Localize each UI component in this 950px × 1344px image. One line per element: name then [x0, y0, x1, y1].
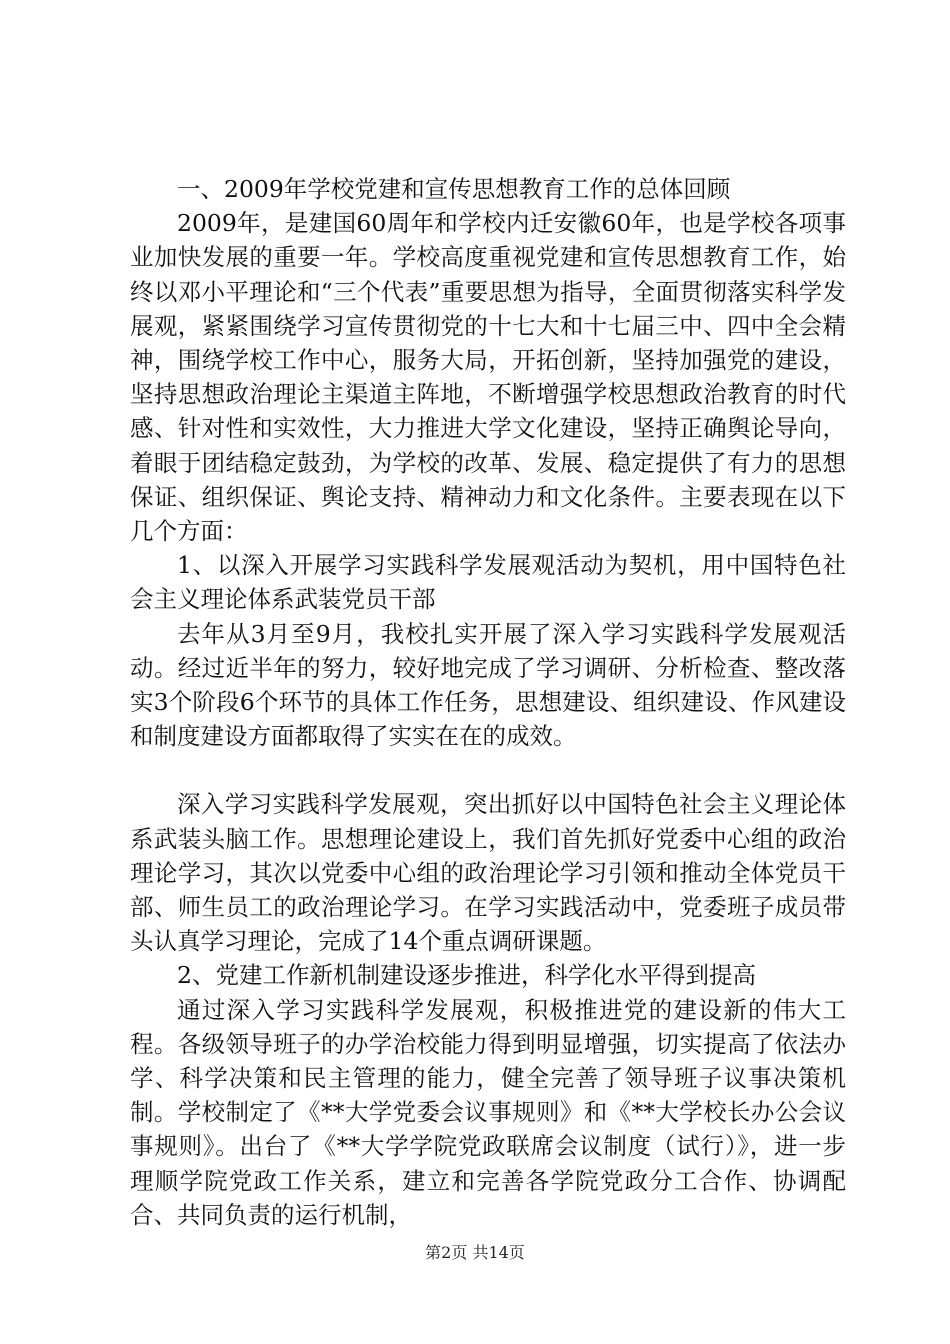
section-heading: 一、2009年学校党建和宣传思想教育工作的总体回顾	[177, 175, 731, 203]
paragraph-theory-study: 深入学习实践科学发展观，突出抓好以中国特色社会主义理论体系武装头脑工作。思想理论建设上，我们首先抓好党委中心组的政治理论学习，其次以党委中心组的政治理论学习引领和推动全体党员干部、师生员工的政治理论学习。在学习实践活动中，党委班子成员带头认真学习理论，完成了14个重点调研课题。	[130, 790, 846, 956]
document-body	[130, 172, 846, 1232]
section-1-heading: 1、以深入开展学习实践科学发展观活动为契机，用中国特色社会主义理论体系武装党员干部	[130, 551, 846, 614]
page-number-footer: 第2页 共14页	[425, 1243, 525, 1262]
paragraph-party-mechanism: 通过深入学习实践科学发展观，积极推进党的建设新的伟大工程。各级领导班子的办学治校能力得到明显增强，切实提高了依法办学、科学决策和民主管理的能力，健全完善了领导班子议事决策机制。学校制定了《**大学党委会议事规则》和《**大学校长办公会议事规则》。出台了《**大学学院党政联席会议制度（试行）》，进一步理顺学院党政工作关系，建立和完善各学院党政分工合作、协调配合、共同负责的运行机制，	[130, 995, 846, 1229]
section-2-heading: 2、党建工作新机制建设逐步推进，科学化水平得到提高	[177, 961, 756, 990]
paragraph-study-activity: 去年从3月至9月，我校扎实开展了深入学习实践科学发展观活动。经过近半年的努力，较好地完成了学习调研、分析检查、整改落实3个阶段6个环节的具体工作任务，思想建设、组织建设、作风建设和制度建设方面都取得了实实在在的成效。	[130, 619, 846, 751]
paragraph-overview: 2009年，是建国60周年和学校内迁安徽60年，也是学校各项事业加快发展的重要一年。学校高度重视党建和宣传思想教育工作，始终以邓小平理论和“三个代表”重要思想为指导，全面贯彻落实科学发展观，紧紧围绕学习宣传贯彻党的十七大和十七届三中、四中全会精神，围绕学校工作中心，服务大局，开拓创新，坚持加强党的建设，坚持思想政治理论主渠道主阵地，不断增强学校思想政治教育的时代感、针对性和实效性，大力推进大学文化建设，坚持正确舆论导向，着眼于团结稳定鼓劲，为学校的改革、发展、稳定提供了有力的思想保证、组织保证、舆论支持、精神动力和文化条件。主要表现在以下几个方面：	[130, 209, 846, 546]
